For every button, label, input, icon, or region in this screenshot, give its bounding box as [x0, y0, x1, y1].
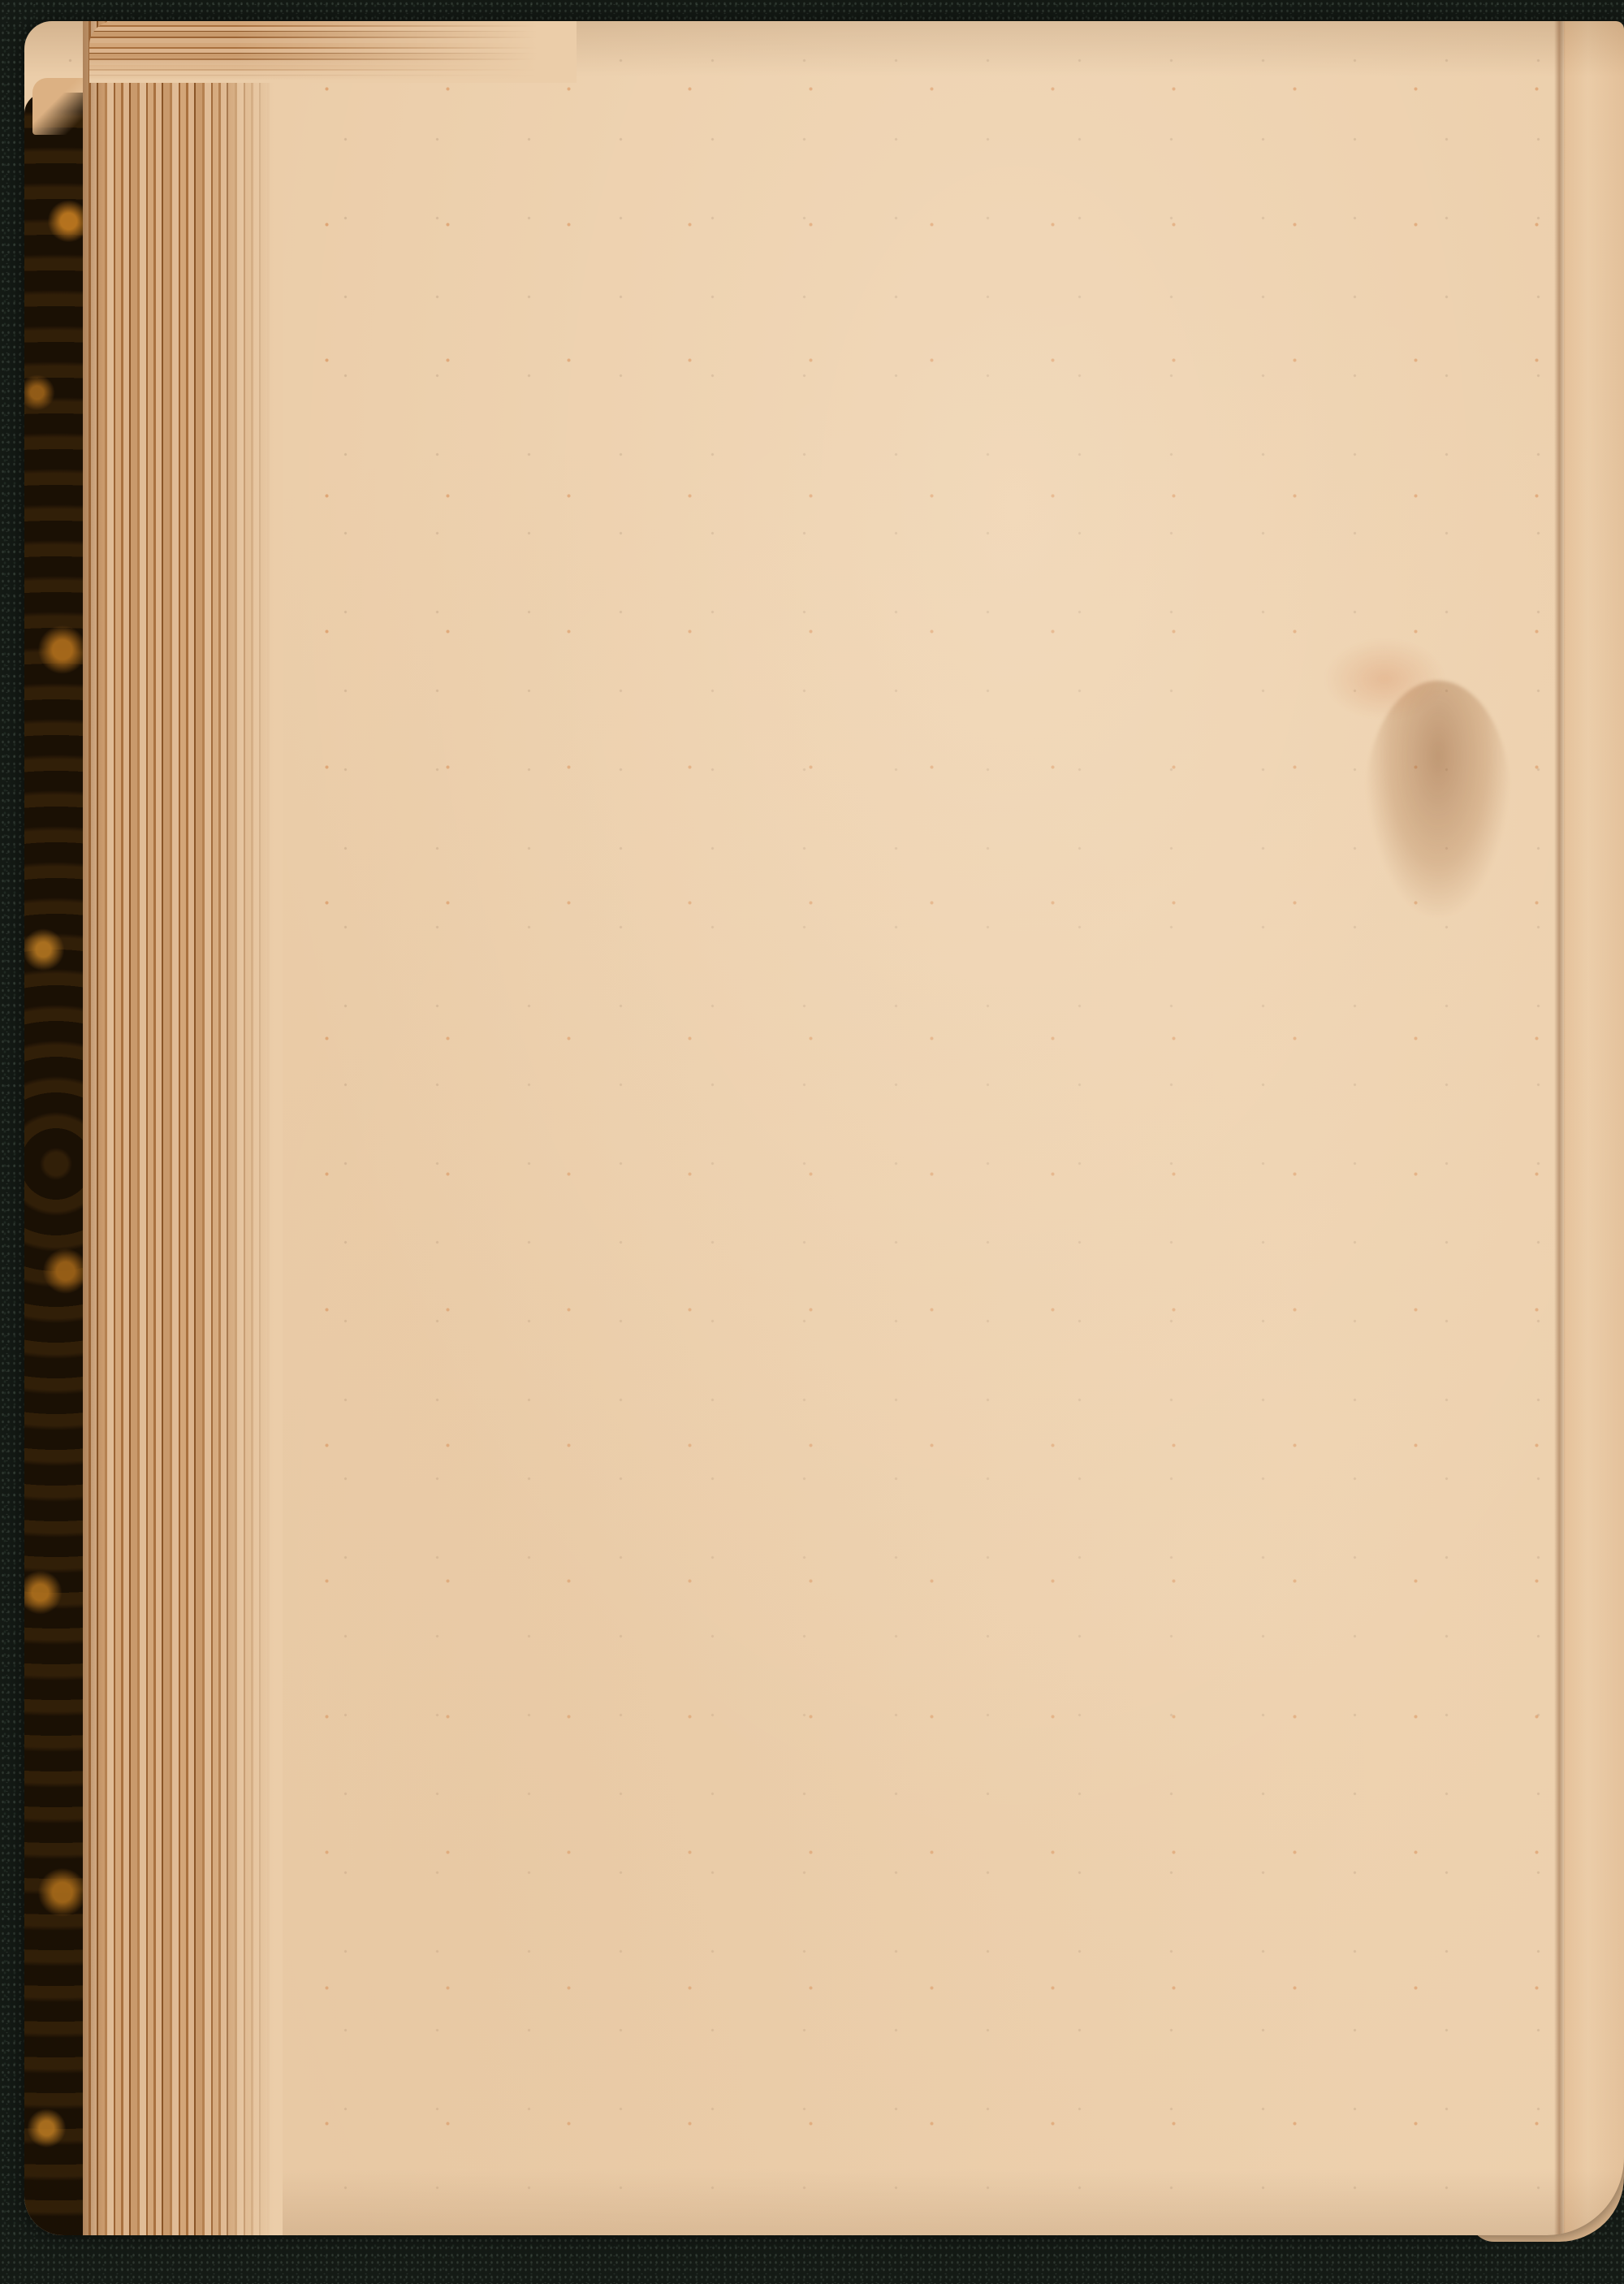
book-page — [24, 21, 1624, 2235]
page-fore-edge-strip — [1564, 21, 1624, 2235]
stacked-page-edges-left — [83, 21, 283, 2235]
paper-stain-faint — [1324, 638, 1445, 720]
book-cover-edge — [24, 93, 88, 2235]
stacked-page-edges-top — [89, 21, 577, 83]
